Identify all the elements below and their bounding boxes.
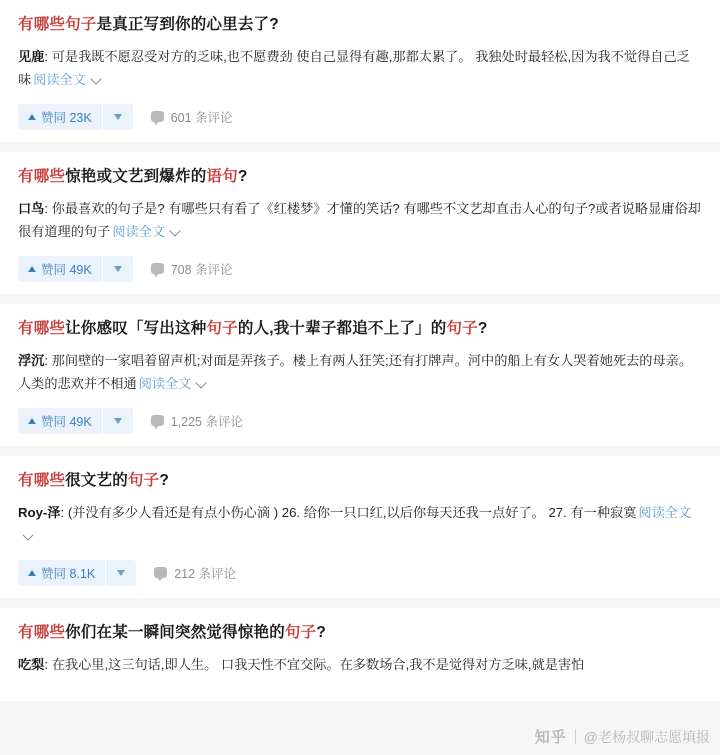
question-title[interactable]: [18, 166, 702, 188]
answer-body: 可是我既不愿忍受对方的乏味,也不愿费劲 使自己显得有趣,那都太累了。 我独处时最轻松,因为我不觉得自己乏味: [18, 49, 690, 88]
read-more-link[interactable]: 阅读全文: [638, 505, 692, 521]
answer-body: 在我心里,这三句话,即人生。 口我天性不宜交际。在多数场合,我不是觉得对方乏味,就是害怕: [51, 656, 585, 672]
triangle-down-icon: [114, 418, 122, 424]
answer-body: (并没有多少人看还是有点小伤心滴 ) 26. 给你一只口红,以后你每天还我一点好了。 27. 有一种寂寞: [67, 505, 637, 521]
question-title-part: ?: [316, 623, 326, 641]
chevron-down-icon[interactable]: [196, 377, 208, 389]
question-title-part: 有哪些句子: [18, 16, 97, 33]
upvote-button[interactable]: [18, 560, 105, 586]
question-title-part: 句子: [127, 471, 160, 489]
comment-button[interactable]: [151, 412, 243, 430]
question-title-part: 的人,我十辈子都追不上了」的: [237, 319, 447, 337]
triangle-up-icon: [28, 570, 36, 576]
answer-colon: :: [44, 201, 52, 217]
downvote-button[interactable]: [103, 408, 133, 434]
triangle-up-icon: [28, 266, 36, 272]
triangle-up-icon: [28, 418, 36, 424]
upvote-count: 赞同 49K: [41, 414, 92, 429]
read-more-link[interactable]: 阅读全文: [138, 375, 192, 391]
vote-group[interactable]: [18, 104, 133, 130]
answer-colon: :: [60, 505, 68, 521]
answer-card[interactable]: [0, 456, 720, 598]
answer-card[interactable]: [0, 608, 720, 701]
question-title-part: 很文艺的: [65, 471, 128, 489]
question-title[interactable]: [18, 470, 702, 492]
question-title-part: 让你感叹「写出这种: [65, 319, 207, 337]
upvote-count: 赞同 23K: [41, 110, 92, 125]
answer-card[interactable]: [0, 304, 720, 446]
answer-author[interactable]: 浮沉: [18, 353, 45, 369]
question-title-part: 是真正写到你的心里去了?: [96, 16, 279, 33]
upvote-button[interactable]: [18, 256, 102, 282]
watermark-text: @老杨叔聊志愿填报: [583, 728, 710, 745]
question-title-part: ?: [237, 167, 248, 185]
upvote-count: 赞同 8.1K: [41, 566, 96, 581]
triangle-down-icon: [114, 114, 122, 120]
chevron-down-icon[interactable]: [170, 225, 182, 237]
question-title-part: 语句: [206, 167, 238, 185]
answer-text: [18, 198, 702, 243]
answer-author[interactable]: 口鸟: [18, 201, 45, 217]
answer-colon: :: [44, 49, 52, 65]
comment-count: 601 条评论: [170, 110, 233, 125]
comment-bubble-icon: [154, 567, 167, 578]
answer-colon: :: [44, 353, 52, 369]
answer-author[interactable]: Roy-泽: [18, 505, 61, 521]
answer-text: [18, 502, 702, 547]
downvote-button[interactable]: [103, 104, 133, 130]
answer-body: 你最喜欢的句子是? 有哪些只有看了《红楼梦》才懂的笑话? 有哪些不文艺却直击人心的句子?或者说略显庸俗却很有道理的句子: [18, 201, 701, 240]
question-title[interactable]: [18, 318, 702, 340]
answer-actions: [18, 104, 702, 130]
answer-actions: [18, 560, 702, 586]
question-title-part: 句子: [206, 319, 238, 337]
watermark-divider: [575, 729, 576, 744]
answer-text: [18, 46, 702, 91]
triangle-up-icon: [28, 114, 36, 120]
question-title-part: 句子: [446, 319, 478, 337]
comment-count: 708 条评论: [170, 262, 233, 277]
comment-bubble-icon: [151, 415, 164, 426]
answer-body: 那间壁的一家唱着留声机;对面是弄孩子。楼上有两人狂笑;还有打牌声。河中的船上有女人哭着她死去的母亲。 人类的悲欢并不相通: [18, 353, 693, 391]
question-title-part: 有哪些: [18, 319, 66, 337]
question-title-part: 有哪些: [18, 623, 66, 641]
comment-count: 1,225 条评论: [170, 414, 243, 429]
question-title-part: 惊艳或文艺到爆炸的: [65, 167, 207, 185]
vote-group[interactable]: [18, 408, 133, 434]
answer-text: [18, 350, 702, 395]
question-title-part: 有哪些: [18, 167, 66, 185]
comment-button[interactable]: [151, 108, 233, 126]
answer-card[interactable]: [0, 152, 720, 294]
answer-colon: :: [44, 656, 52, 672]
question-title-part: 有哪些: [18, 471, 66, 489]
question-title[interactable]: [18, 622, 702, 644]
comment-button[interactable]: [154, 564, 236, 582]
downvote-button[interactable]: [106, 560, 136, 586]
question-title[interactable]: [18, 14, 702, 36]
triangle-down-icon: [117, 570, 125, 576]
comment-bubble-icon: [151, 111, 164, 122]
answer-actions: [18, 408, 702, 434]
upvote-count: 赞同 49K: [41, 262, 92, 277]
chevron-down-icon[interactable]: [91, 73, 103, 85]
comment-count: 212 条评论: [174, 566, 237, 581]
answer-card[interactable]: [0, 0, 720, 142]
downvote-button[interactable]: [103, 256, 133, 282]
comment-button[interactable]: [151, 260, 233, 278]
answer-author[interactable]: 见鹿: [18, 49, 45, 65]
comment-bubble-icon: [151, 263, 164, 274]
read-more-link[interactable]: 阅读全文: [33, 72, 86, 88]
question-title-part: 句子: [284, 623, 317, 641]
question-title-part: 你们在某一瞬间突然觉得惊艳的: [65, 623, 285, 641]
zhihu-logo: 知乎: [534, 729, 567, 746]
question-title-part: ?: [159, 471, 169, 489]
upvote-button[interactable]: [18, 104, 102, 130]
vote-group[interactable]: [18, 560, 136, 586]
triangle-down-icon: [114, 266, 122, 272]
question-title-part: ?: [477, 319, 488, 337]
upvote-button[interactable]: [18, 408, 102, 434]
answer-author[interactable]: 吃梨: [18, 656, 45, 672]
chevron-down-icon[interactable]: [23, 529, 35, 541]
answer-actions: [18, 256, 702, 282]
answer-text: [18, 654, 702, 677]
read-more-link[interactable]: 阅读全文: [112, 224, 166, 240]
vote-group[interactable]: [18, 256, 133, 282]
watermark: [535, 726, 710, 747]
